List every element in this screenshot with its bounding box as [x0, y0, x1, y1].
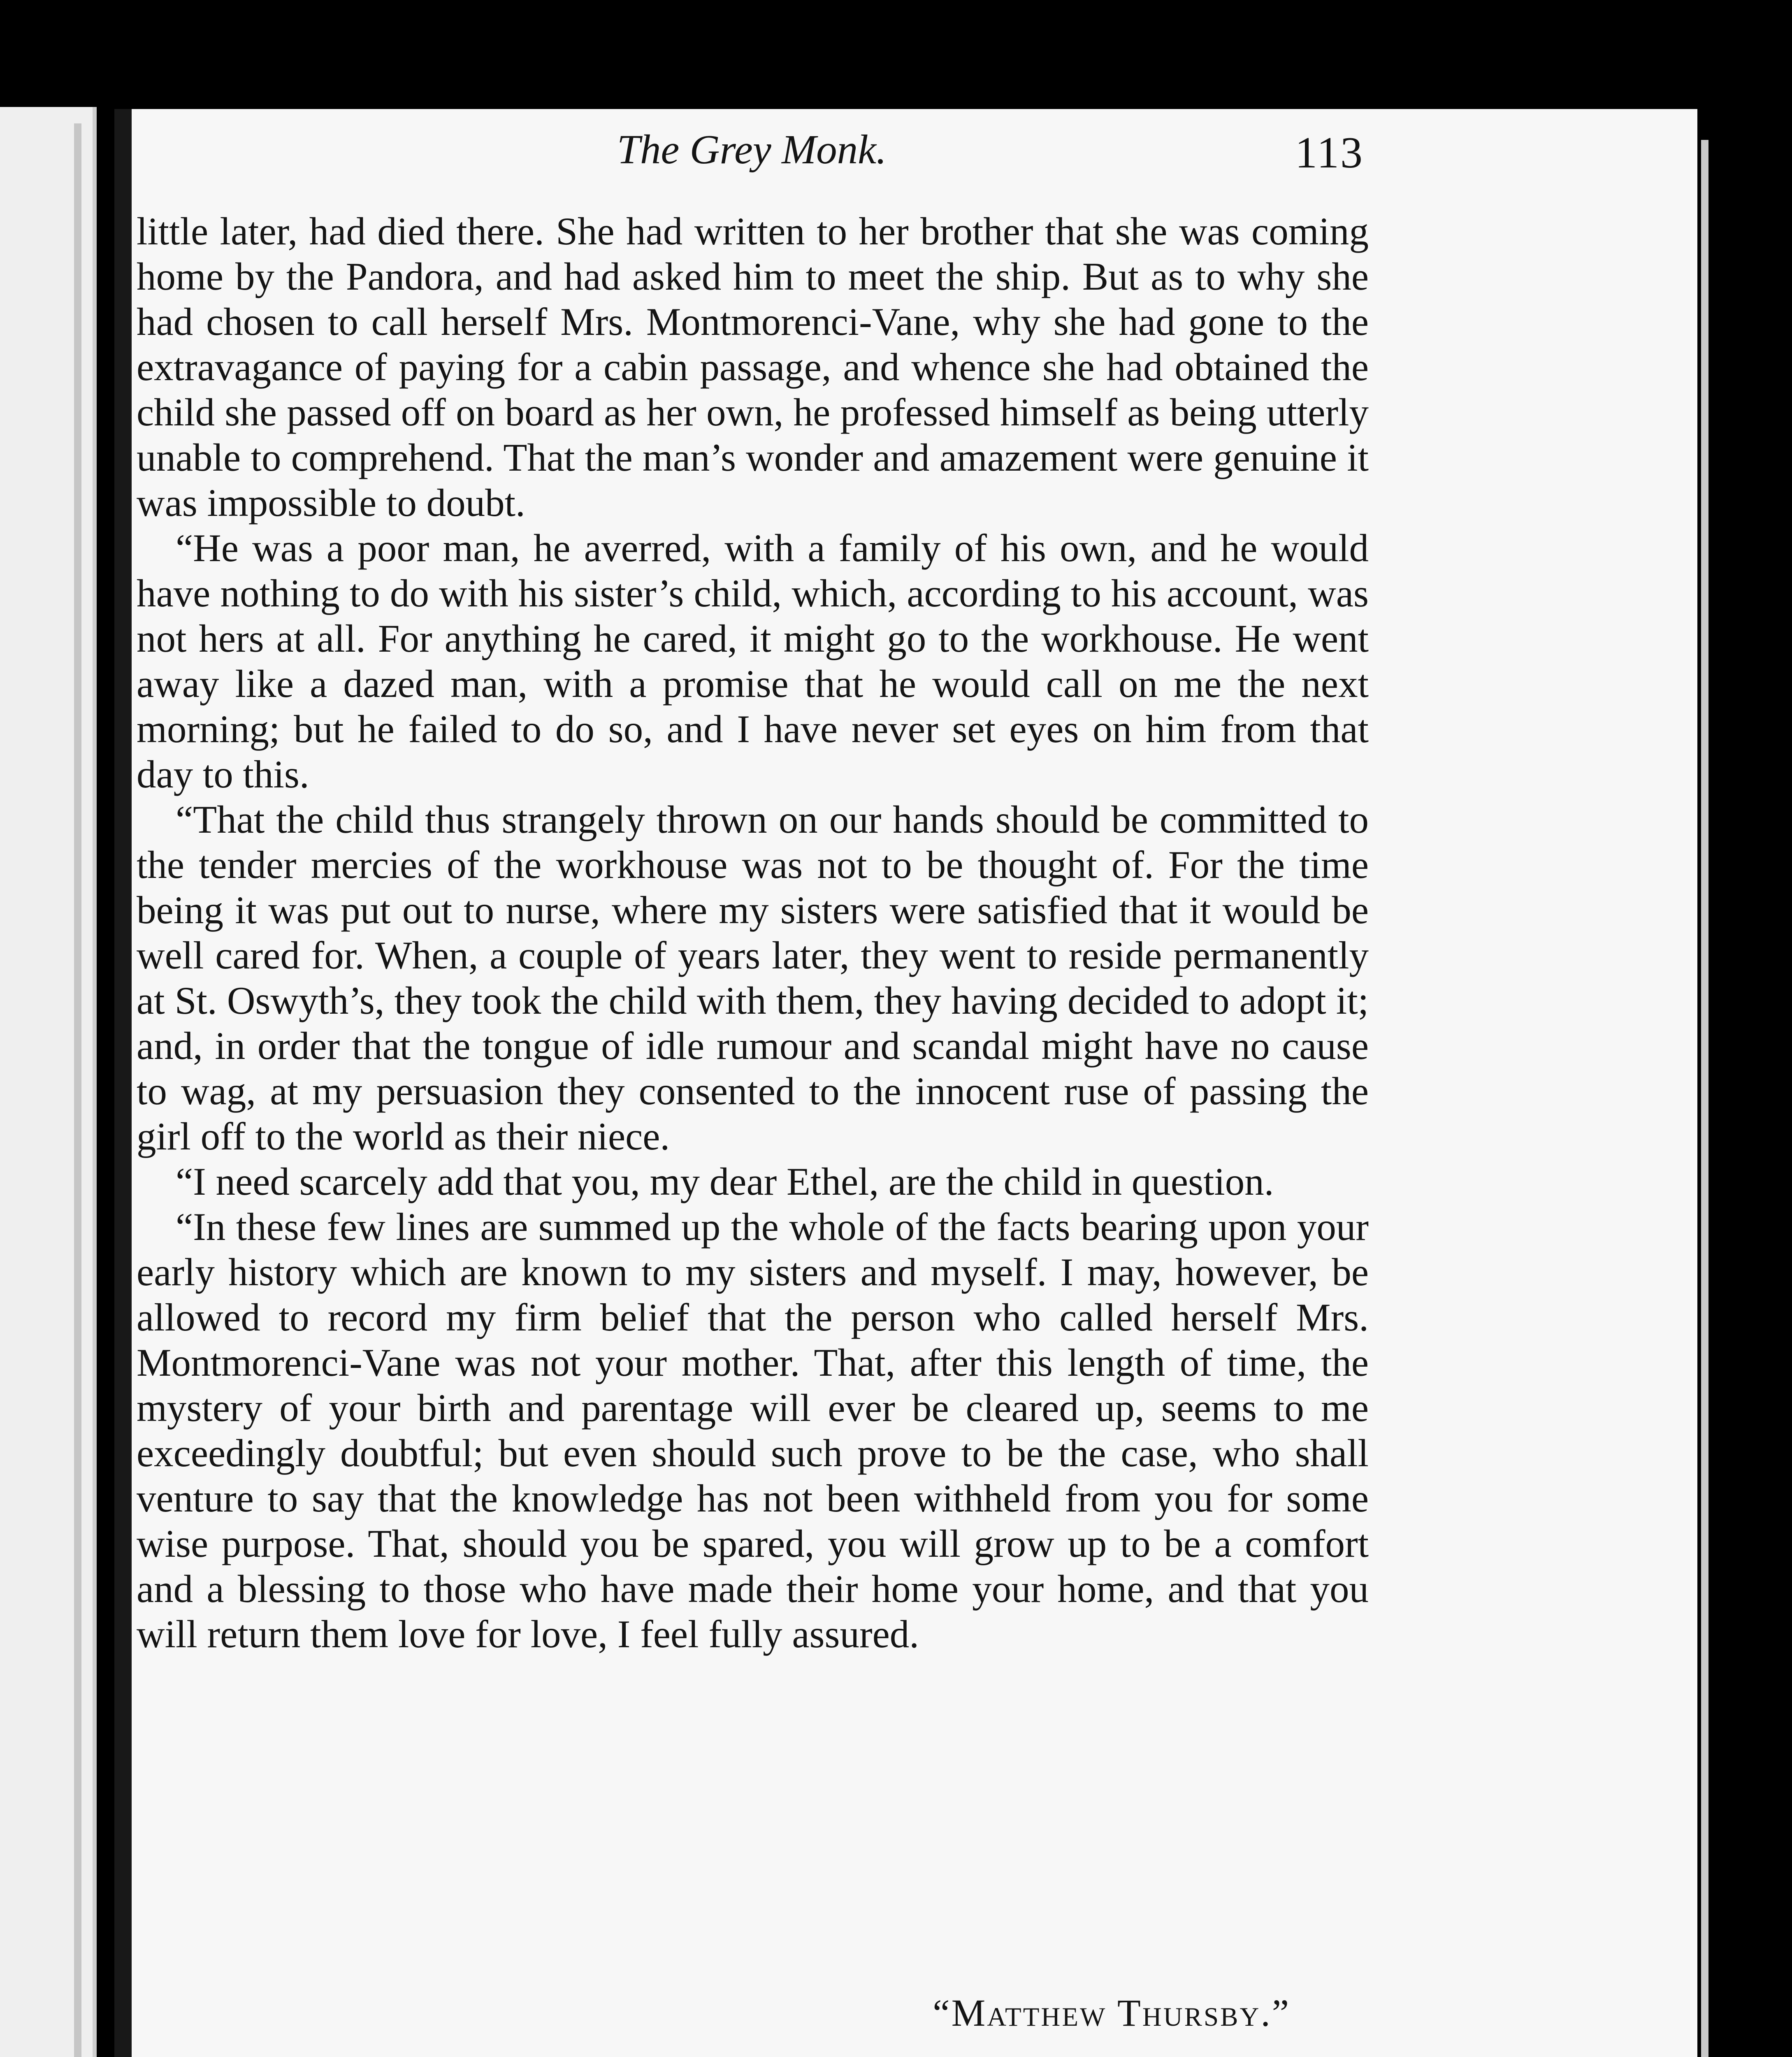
- paragraph-2: “He was a poor man, he averred, with a family of his own, and he would have nothing to do with his sister’s child, which, according to his account, was not hers at all. For anything he cared, it might go to the workhouse. He went away like a dazed man, with a promise that he would call on me the next morning; but he failed to do so, and I have never set eyes on him from that day to this.: [137, 526, 1369, 796]
- paragraph-4: “I need scarcely add that you, my dear Ethel, are the child in question.: [176, 1160, 1274, 1203]
- page-right-edge: [1701, 140, 1708, 2057]
- running-title: The Grey Monk.: [617, 126, 887, 172]
- paragraph-3: “That the child thus strangely thrown on our hands should be committed to the tender mercies of the workhouse was not to be thought of. For the time being it was put out to nurse, where my sisters were satisfied that it would be well cared for. When, a couple of years later, they went to reside permanently at St. Oswyth’s, they took the child with them, they having decided to adopt it; and, in order that the tongue of idle rumour and scandal might have no cause to wag, at my persuasion they consented to the innocent ruse of passing the girl off to the world as their niece.: [137, 798, 1369, 1158]
- paragraph-5: “In these few lines are summed up the whole of the facts bearing upon your early history which are known to my sisters and myself. I may, however, be allowed to record my firm belief that the person who called herself Mrs. Montmorenci-Vane was not your mother. That, after this length of time, the mystery of your birth and parentage will ever be cleared up, seems to me exceedingly doubtful; but even should such prove to be the case, who shall venture to say that the knowledge has not been withheld from you for some wise purpose. That, should you be spared, you will grow up to be a comfort and a blessing to those who have made their home your home, and that you will return them love for love, I feel fully assured.: [137, 1205, 1369, 1656]
- body-text: [137, 209, 1369, 1657]
- letter-signature: “Matthew Thursby.”: [933, 1992, 1291, 2034]
- page-spine-edge: [114, 109, 132, 2057]
- page-number: 113: [1295, 128, 1364, 177]
- paragraph-1: little later, had died there. She had written to her brother that she was coming home by the Pandora, and had asked him to meet the ship. But as to why she had chosen to call herself Mrs. Montmorenci-Vane, why she had gone to the extravagance of paying for a cabin passage, and whence she had obtained the child she passed off on board as her own, he professed himself as being utterly unable to comprehend. That the man’s wonder and amazement were genuine it was impossible to doubt.: [137, 209, 1369, 525]
- facing-page-edge: [0, 107, 97, 2057]
- page-header: [136, 125, 1368, 191]
- facing-page-gutter-shadow: [74, 123, 81, 2057]
